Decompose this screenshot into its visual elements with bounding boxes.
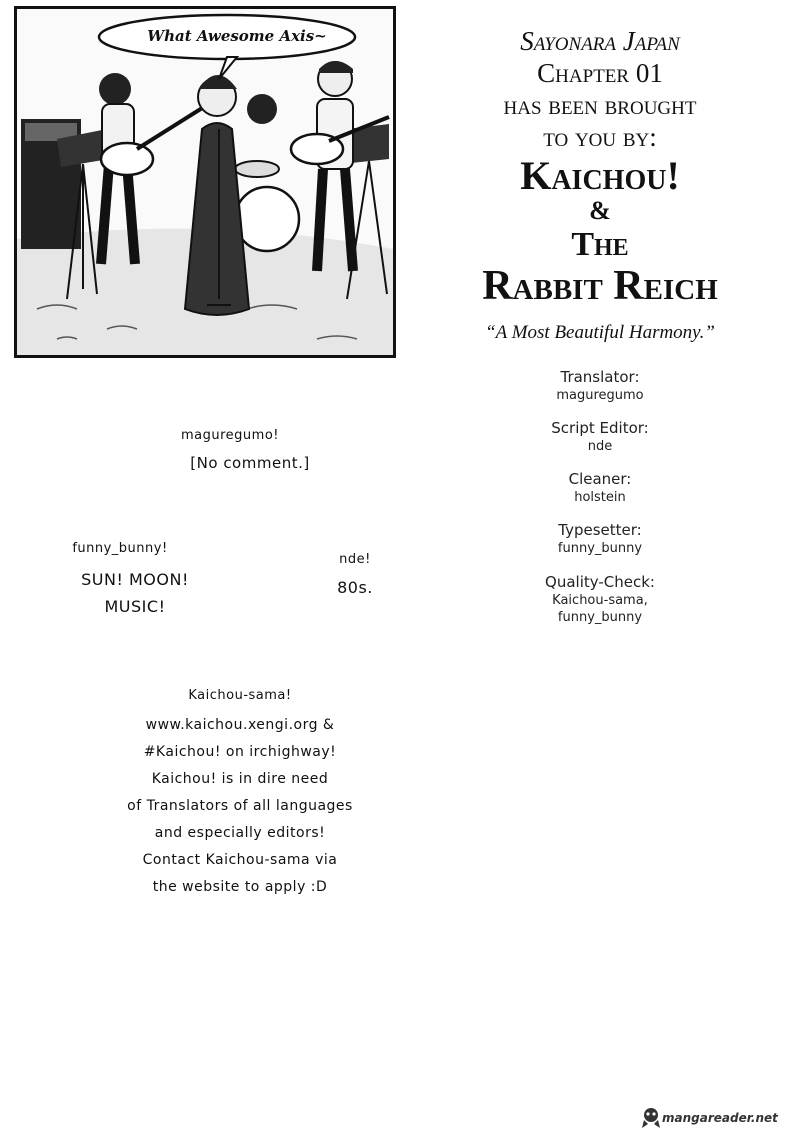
- comment-line: the website to apply :D: [152, 879, 328, 895]
- comment-maguregumo-text: [No comment.]: [190, 454, 310, 472]
- comment-line: SUN! MOON!: [81, 570, 189, 589]
- role-typesetter: Typesetter:: [558, 521, 642, 539]
- band-illustration: [17, 9, 393, 355]
- comment-line: and especially editors!: [154, 825, 326, 841]
- comment-line: Kaichou! is in dire need: [151, 771, 329, 787]
- role-script-editor: Script Editor:: [551, 419, 649, 437]
- name-quality-check-2: funny_bunny: [557, 610, 643, 625]
- site-watermark: [640, 1104, 800, 1132]
- comment-line: of Translators of all languages: [127, 798, 353, 814]
- brought-line: has been brought: [503, 90, 697, 120]
- comment-line: Contact Kaichou-sama via: [142, 852, 338, 868]
- role-translator: Translator:: [560, 368, 640, 386]
- comment-maguregumo-name: maguregumo!: [181, 428, 279, 443]
- group-name-rabbit-reich: Rabbit Reich: [482, 263, 718, 309]
- name-typesetter: funny_bunny: [557, 541, 643, 556]
- ampersand: &: [589, 196, 611, 225]
- name-quality-check-1: Kaichou-sama,: [552, 593, 648, 608]
- comment-funny-bunny-text: [60, 566, 210, 620]
- chapter-label: Chapter 01: [537, 58, 663, 88]
- role-quality-check: Quality-Check:: [545, 573, 655, 591]
- comic-panel: [14, 6, 396, 358]
- tagline: “A Most Beautiful Harmony.”: [485, 322, 715, 343]
- name-script-editor: nde: [587, 439, 613, 454]
- group-name-kaichou: Kaichou!: [520, 153, 680, 198]
- comment-funny-bunny-name: funny_bunny!: [72, 541, 168, 556]
- comment-line: MUSIC!: [104, 597, 166, 616]
- role-cleaner: Cleaner:: [568, 470, 632, 488]
- comment-nde-text: 80s.: [337, 578, 373, 597]
- watermark-text: mangareader.net: [662, 1111, 778, 1125]
- series-title: Sayonara Japan: [520, 26, 680, 56]
- comment-kaichou-text: [120, 712, 360, 901]
- comment-line: #Kaichou! on irchighway!: [143, 744, 337, 760]
- name-translator: maguregumo: [556, 388, 644, 403]
- group-article: The: [571, 226, 629, 263]
- to-you-by-line: to you by:: [543, 122, 657, 152]
- name-cleaner: holstein: [574, 490, 626, 505]
- comment-kaichou-name: Kaichou-sama!: [188, 688, 292, 703]
- comment-line: www.kaichou.xengi.org &: [145, 717, 335, 733]
- comment-nde-name: nde!: [339, 552, 371, 567]
- speech-bubble-text: What Awesome Axis~: [147, 27, 327, 45]
- watermark-logo-icon: [640, 1106, 662, 1130]
